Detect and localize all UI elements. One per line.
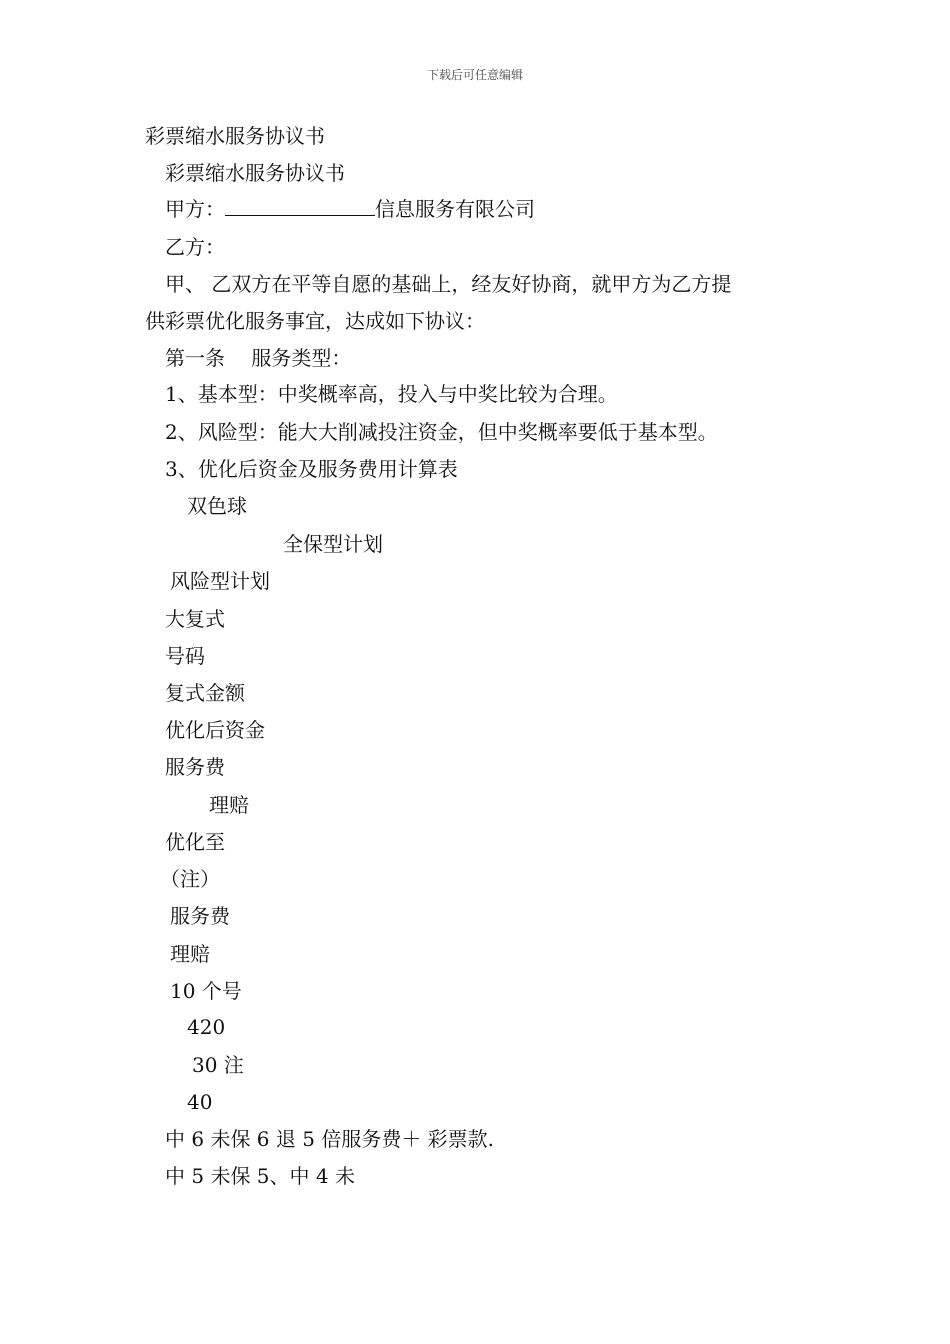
article-1-item-3: 3、优化后资金及服务费用计算表 bbox=[165, 457, 458, 481]
document-subtitle: 彩票缩水服务协议书 bbox=[165, 161, 345, 185]
party-b-label: 乙方： bbox=[165, 235, 225, 259]
table-cell-10-numbers: 10 个号 bbox=[170, 979, 242, 1003]
table-cell-big-compound: 大复式 bbox=[165, 607, 225, 631]
intro-line-2: 供彩票优化服务事宜，达成如下协议： bbox=[145, 309, 485, 333]
article-1-heading: 第一条 服务类型： bbox=[165, 346, 352, 370]
table-cell-optimized-funds: 优化后资金 bbox=[165, 718, 265, 742]
party-a-line bbox=[165, 197, 535, 221]
note-line-1: 中 6 未保 6 退 5 倍服务费＋ 彩票款. bbox=[165, 1127, 495, 1151]
note-line-2: 中 5 未保 5、中 4 未 bbox=[165, 1164, 355, 1188]
table-cell-compensation-2: 理赔 bbox=[170, 942, 210, 966]
table-cell-40: 40 bbox=[187, 1090, 213, 1114]
table-cell-compensation: 理赔 bbox=[209, 793, 249, 817]
table-cell-note: （注） bbox=[160, 867, 220, 891]
table-cell-risk-plan: 风险型计划 bbox=[170, 569, 270, 593]
table-cell-30-bets: 30 注 bbox=[192, 1053, 244, 1077]
article-1-item-1: 1、基本型：中奖概率高，投入与中奖比较为合理。 bbox=[165, 382, 618, 406]
table-cell-numbers: 号码 bbox=[165, 644, 205, 668]
party-a-blank bbox=[225, 197, 375, 216]
intro-line-1: 甲、 乙双方在平等自愿的基础上，经友好协商，就甲方为乙方提 bbox=[165, 272, 732, 296]
table-cell-compound-amount: 复式金额 bbox=[165, 681, 245, 705]
table-cell-service-fee-2: 服务费 bbox=[170, 904, 230, 928]
document-title: 彩票缩水服务协议书 bbox=[145, 124, 325, 148]
party-a-company: 信息服务有限公司 bbox=[375, 197, 535, 221]
table-cell-420: 420 bbox=[187, 1015, 226, 1039]
page-header: 下载后可任意编辑 bbox=[426, 68, 523, 82]
table-cell-service-fee: 服务费 bbox=[165, 755, 225, 779]
table-cell-full-plan: 全保型计划 bbox=[283, 532, 383, 556]
party-a-label: 甲方： bbox=[165, 197, 225, 221]
table-cell-optimize-to: 优化至 bbox=[165, 830, 225, 854]
article-1-item-2: 2、风险型：能大大削减投注资金，但中奖概率要低于基本型。 bbox=[165, 420, 718, 444]
table-cell-lottery: 双色球 bbox=[187, 494, 247, 518]
